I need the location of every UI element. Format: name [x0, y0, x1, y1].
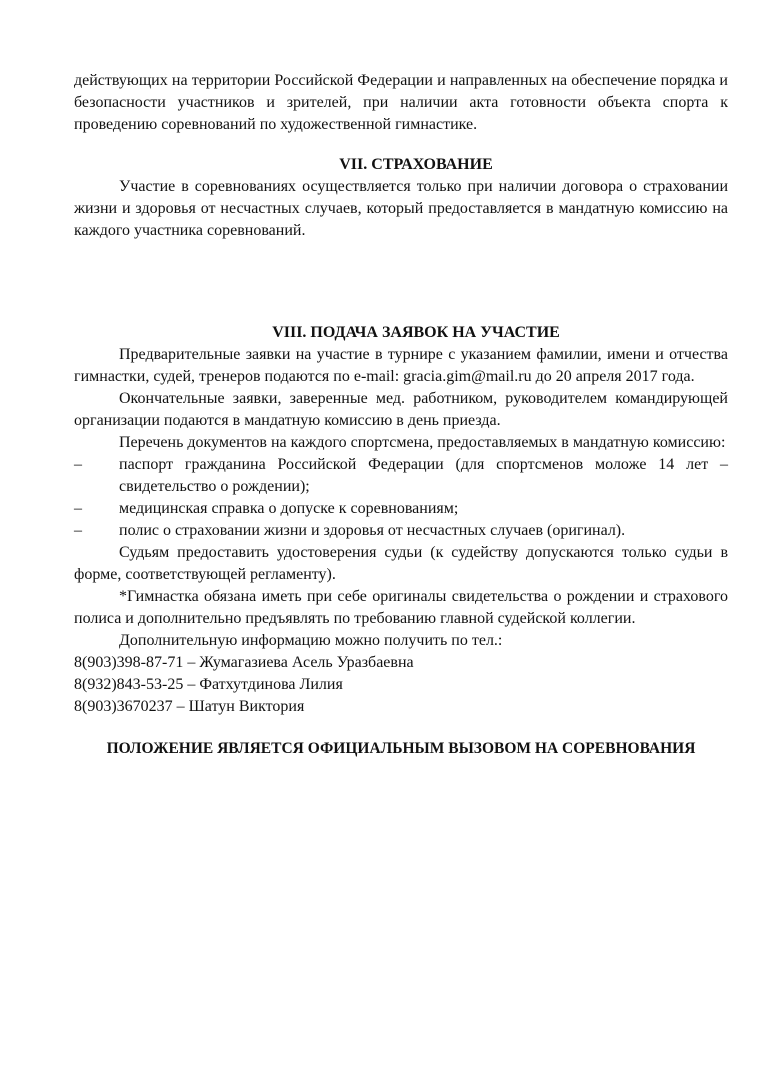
list-dash: –: [74, 456, 82, 473]
documents-list: [74, 454, 728, 542]
section-8-paragraph-4: Судьям предоставить удостоверения судьи (к судейству допускаются только судьи в форме, соответствующей регламенту).: [74, 544, 728, 583]
list-item: [74, 498, 728, 520]
list-item: [74, 520, 728, 542]
list-item-text: медицинская справка о допуске к соревнованиям;: [119, 500, 459, 517]
section-8-paragraph-5: *Гимнастка обязана иметь при себе оригиналы свидетельства о рождении и страхового полиса и дополнительно предъявлять по требованию главной судейской коллегии.: [74, 588, 728, 627]
official-invitation-statement: ПОЛОЖЕНИЕ ЯВЛЯЕТСЯ ОФИЦИАЛЬНЫМ ВЫЗОВОМ НА СОРЕВНОВАНИЯ: [106, 740, 696, 757]
contacts-list: [74, 652, 728, 718]
contact-line: 8(932)843-53-25 – Фатхутдинова Лилия: [74, 676, 343, 693]
section-8-paragraph-3: Перечень документов на каждого спортсмена, предоставляемых в мандатную комиссию:: [119, 434, 726, 451]
list-item: [74, 454, 728, 498]
list-dash: –: [74, 522, 82, 539]
section-8-paragraph-6: Дополнительную информацию можно получить по тел.:: [119, 632, 503, 649]
list-item-text: паспорт гражданина Российской Федерации (для спортсменов моложе 14 лет – свидетельство о рождении);: [119, 456, 728, 495]
section-8-paragraph-2: Окончательные заявки, заверенные мед. работником, руководителем командирующей организации подаются в мандатную комиссию в день приезда.: [74, 390, 728, 429]
contact-line: 8(903)3670237 – Шатун Виктория: [74, 698, 305, 715]
list-item-text: полис о страховании жизни и здоровья от несчастных случаев (оригинал).: [119, 522, 626, 539]
contact-line: 8(903)398-87-71 – Жумагазиева Асель Уразбаевна: [74, 654, 414, 671]
section-7-text: Участие в соревнованиях осуществляется только при наличии договора о страховании жизни и здоровья от несчастных случаев, который предоставляется в мандатную комиссию на каждого участника соревнований.: [74, 178, 728, 239]
page-content: [74, 70, 728, 760]
list-dash: –: [74, 500, 82, 517]
section-8-paragraph-1: Предварительные заявки на участие в турнире с указанием фамилии, имени и отчества гимнастки, судей, тренеров подаются по e-mail: gracia.gim@mail.ru до 20 апреля 2017 года.: [74, 346, 728, 385]
intro-paragraph: действующих на территории Российской Федерации и направленных на обеспечение порядка и безопасности участников и зрителей, при наличии акта готовности объекта спорта к проведению соревнований по художественной гимнастике.: [74, 72, 728, 133]
section-8-heading: VIII. ПОДАЧА ЗАЯВОК НА УЧАСТИЕ: [272, 324, 560, 341]
section-7-heading: VII. СТРАХОВАНИЕ: [339, 156, 493, 173]
